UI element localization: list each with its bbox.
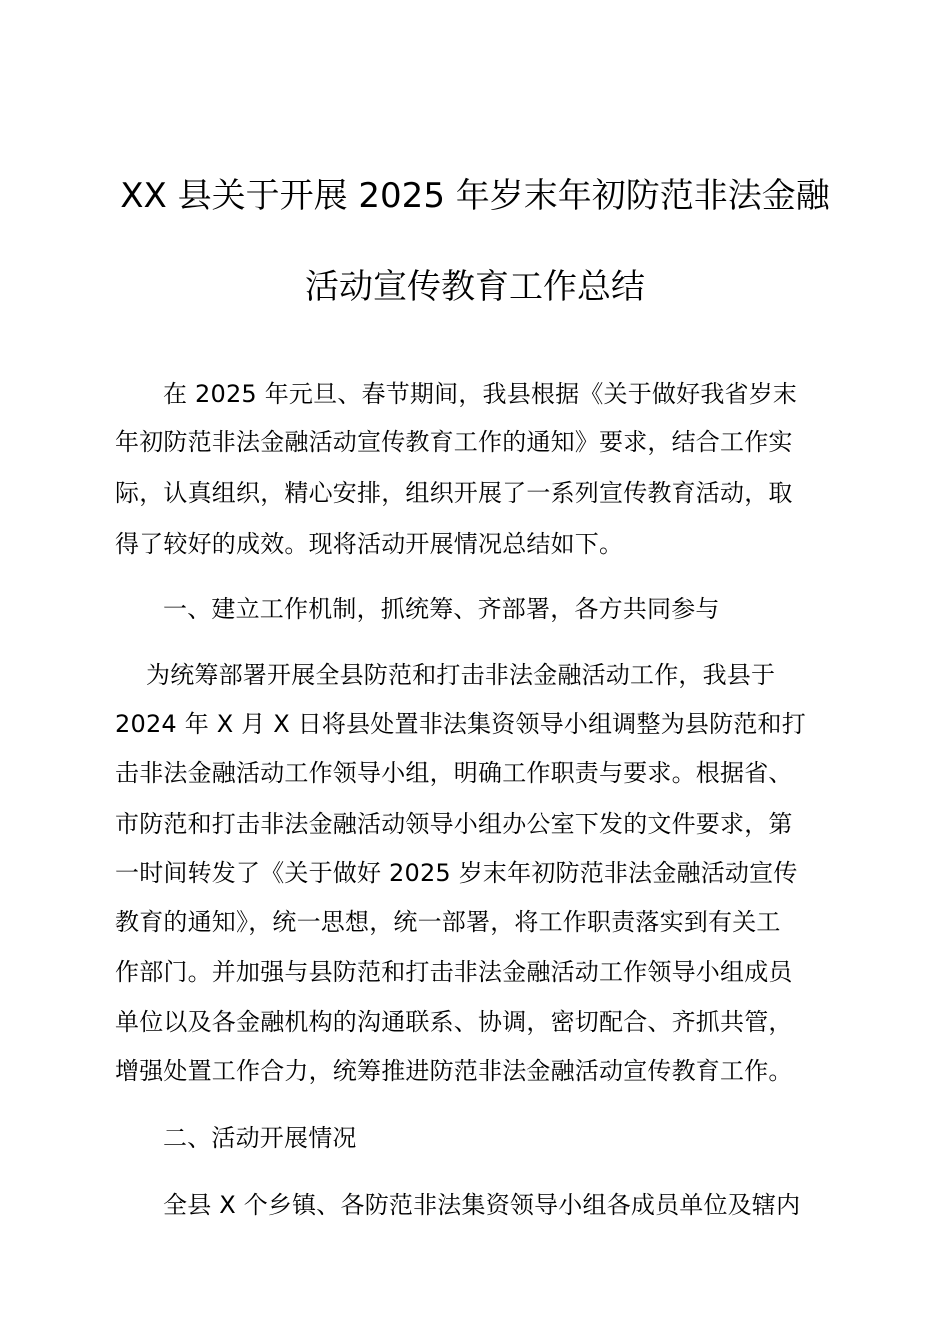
intro-line-4: 得了较好的成效。现将活动开展情况总结如下。 [115,530,624,558]
document-title-line-1: XX 县关于开展 2025 年岁末年初防范非法金融 [120,176,830,216]
section-2-line-1: 全县 X 个乡镇、各防范非法集资领导小组各成员单位及辖内 [163,1191,801,1219]
intro-line-1: 在 2025 年元旦、春节期间，我县根据《关于做好我省岁末 [163,380,798,408]
section-1-line-7: 作部门。并加强与县防范和打击非法金融活动工作领导小组成员 [115,958,793,986]
section-1-line-1: 为统筹部署开展全县防范和打击非法金融活动工作，我县于 [146,661,776,689]
intro-line-3: 际，认真组织，精心安排，组织开展了一系列宣传教育活动，取 [115,479,793,507]
section-1-line-4: 市防范和打击非法金融活动领导小组办公室下发的文件要求，第 [115,810,793,838]
section-1-line-5: 一时间转发了《关于做好 2025 岁末年初防范非法金融活动宣传 [115,859,798,887]
section-1-line-3: 击非法金融活动工作领导小组，明确工作职责与要求。根据省、 [115,759,793,787]
section-1-line-8: 单位以及各金融机构的沟通联系、协调，密切配合、齐抓共管， [115,1008,793,1036]
section-1-line-9: 增强处置工作合力，统筹推进防范非法金融活动宣传教育工作。 [115,1057,793,1085]
section-2-heading: 二、活动开展情况 [163,1124,357,1152]
section-1-line-2: 2024 年 X 月 X 日将县处置非法集资领导小组调整为县防范和打 [115,710,806,738]
section-1-line-6: 教育的通知》，统一思想，统一部署，将工作职责落实到有关工 [115,908,781,936]
document-title-line-2: 活动宣传教育工作总结 [305,267,645,307]
section-1-heading: 一、建立工作机制，抓统筹、齐部署，各方共同参与 [163,595,720,623]
intro-line-2: 年初防范非法金融活动宣传教育工作的通知》要求，结合工作实 [115,428,793,456]
